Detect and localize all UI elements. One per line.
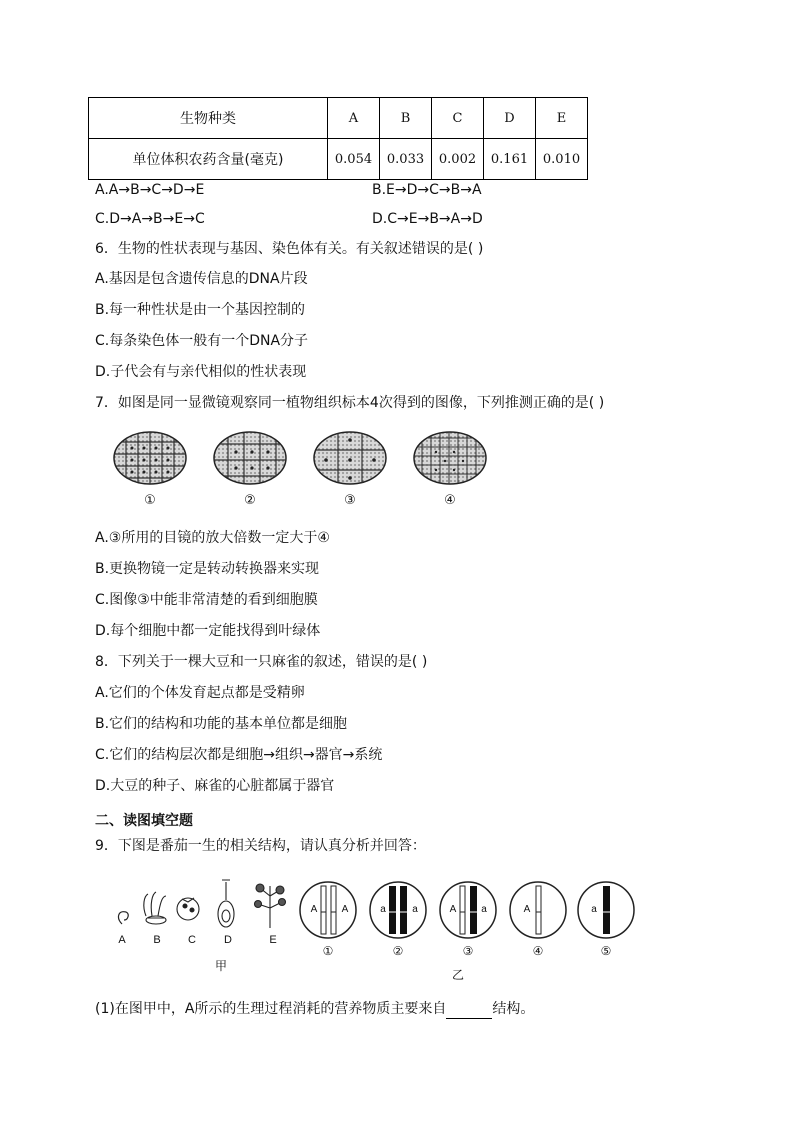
q6-option-b: B.每一种性状是由一个基因控制的 (95, 302, 306, 318)
flower-sketch (144, 892, 166, 924)
table-header-cell: B (380, 98, 432, 139)
allele-label: a (412, 904, 418, 915)
q8-stem: 8．下列关于一棵大豆和一只麻雀的叙述，错误的是( ) (95, 654, 428, 670)
yi-label-5: ⑤ (600, 944, 612, 958)
figure-label-4: ④ (444, 493, 456, 508)
pistil-sketch (218, 880, 234, 927)
table-cell: 0.010 (536, 139, 588, 180)
answer-blank[interactable] (446, 1004, 492, 1019)
seed-sketch (119, 912, 129, 924)
q7-stem: 7．如图是同一显微镜观察同一植物组织标本4次得到的图像，下列推测正确的是( ) (95, 395, 605, 411)
table-cell: 0.033 (380, 139, 432, 180)
table-header-cell: A (328, 98, 380, 139)
yi-label-1: ① (322, 944, 334, 958)
q6-option-d: D.子代会有与亲代相似的性状表现 (95, 364, 307, 380)
q5-option-a: A.A→B→C→D→E (95, 182, 205, 198)
table-row-label: 单位体积农药含量(毫克) (89, 139, 328, 180)
table-cell: 0.161 (484, 139, 536, 180)
q7-option-d: D.每个细胞中都一定能找得到叶绿体 (95, 623, 321, 639)
q8-option-b: B.它们的结构和功能的基本单位都是细胞 (95, 716, 348, 732)
allele-label: a (380, 904, 386, 915)
yi-caption: 乙 (451, 968, 464, 982)
q5-option-d: D.C→E→B→A→D (372, 211, 483, 227)
jia-label-a: A (118, 934, 126, 946)
table-header-label: 生物种类 (89, 98, 328, 139)
microscope-view-3 (314, 428, 386, 488)
jia-label-d: D (224, 934, 232, 946)
microscope-view-2 (214, 428, 286, 488)
microscope-view-4 (414, 428, 486, 488)
q5-option-b: B.E→D→C→B→A (372, 182, 482, 198)
section-heading: 二、读图填空题 (95, 813, 193, 829)
table-header-cell: D (484, 98, 536, 139)
q8-option-c: C.它们的结构层次都是细胞→组织→器官→系统 (95, 747, 383, 763)
q9-sub1-text-end: 结构。 (492, 1001, 535, 1017)
allele-label: a (481, 904, 487, 915)
pesticide-table (88, 97, 588, 180)
allele-label: A (341, 904, 349, 915)
table-header-row (89, 98, 588, 139)
q9-stem: 9．下图是番茄一生的相关结构，请认真分析并回答： (95, 838, 426, 854)
plant-sketch (255, 884, 286, 928)
microscope-view-1 (114, 428, 186, 488)
table-row (89, 139, 588, 180)
table-header-cell: C (432, 98, 484, 139)
allele-label: A (310, 904, 318, 915)
q9-sub1-text: (1)在图甲中，A所示的生理过程消耗的营养物质主要来自 (95, 1001, 447, 1017)
yi-label-3: ③ (462, 944, 474, 958)
allele-label: A (449, 904, 457, 915)
jia-label-b: B (153, 934, 161, 946)
fruit-sketch (177, 898, 199, 920)
table-header-cell: E (536, 98, 588, 139)
figure-label-2: ② (244, 493, 256, 508)
q6-option-c: C.每条染色体一般有一个DNA分子 (95, 333, 309, 349)
q7-option-b: B.更换物镜一定是转动转换器来实现 (95, 561, 320, 577)
jia-caption: 甲 (214, 959, 227, 973)
q5-option-c: C.D→A→B→E→C (95, 211, 205, 227)
q8-option-d: D.大豆的种子、麻雀的心脏都属于器官 (95, 778, 335, 794)
figure-label-3: ③ (344, 493, 356, 508)
q6-option-a: A.基因是包含遗传信息的DNA片段 (95, 271, 308, 287)
figure-label-1: ① (144, 493, 156, 508)
q7-option-a: A.③所用的目镜的放大倍数一定大于④ (95, 530, 330, 546)
q7-option-c: C.图像③中能非常清楚的看到细胞膜 (95, 592, 318, 608)
q6-stem: 6．生物的性状表现与基因、染色体有关。有关叙述错误的是( ) (95, 241, 484, 257)
allele-label: A (523, 904, 531, 915)
table-cell: 0.002 (432, 139, 484, 180)
allele-label: a (591, 904, 597, 915)
yi-label-2: ② (392, 944, 404, 958)
table-cell: 0.054 (328, 139, 380, 180)
yi-label-4: ④ (532, 944, 544, 958)
q8-option-a: A.它们的个体发育起点都是受精卵 (95, 685, 305, 701)
tomato-lifecycle-figure (108, 876, 298, 932)
jia-label-e: E (269, 934, 277, 946)
q9-sub1 (95, 999, 534, 1019)
jia-label-c: C (188, 934, 196, 946)
